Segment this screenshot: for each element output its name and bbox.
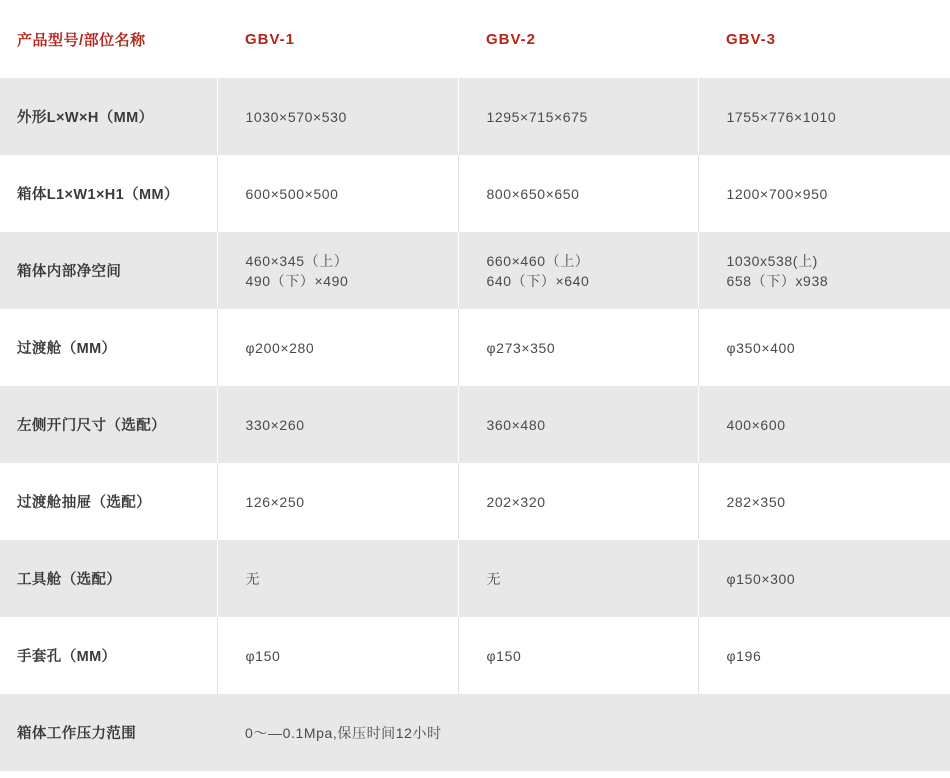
row-value-gbv-2 [458,78,698,155]
value-text-line2: 658（下）x938 [726,272,829,289]
row-value-gbv-2 [458,155,698,232]
table-row [0,232,950,309]
table-header-row [0,0,950,78]
value-text-line1: 460×345（上） [245,252,349,269]
value-text: 1030×570×530 [245,108,347,125]
value-text-line1: 1030x538(上) [726,252,818,269]
value-text: φ200×280 [245,339,315,356]
table-row [0,78,950,155]
row-value-gbv-2 [458,540,698,617]
row-label: 箱体工作压力范围 [0,694,217,771]
row-label: 左侧开门尺寸（选配） [0,386,217,463]
value-text: 126×250 [245,493,305,510]
row-value-gbv-1 [217,78,458,155]
row-value-gbv-2 [458,463,698,540]
value-text: 600×500×500 [245,185,339,202]
row-label: 箱体内部净空间 [0,232,217,309]
row-value-gbv-3 [698,78,950,155]
row-value-gbv-1 [217,386,458,463]
row-value-gbv-1 [217,540,458,617]
row-value-gbv-1 [217,155,458,232]
header-model-gbv-1: GBV-1 [217,0,458,78]
row-value-gbv-3 [698,155,950,232]
value-text: 1755×776×1010 [726,108,837,125]
value-text: φ150 [245,647,281,664]
value-text: 330×260 [245,416,305,433]
row-value-gbv-3 [698,309,950,386]
row-value-gbv-3 [698,463,950,540]
value-text: 无 [486,570,502,587]
value-text: 202×320 [486,493,546,510]
row-value-all-models: 0～—0.1Mpa,保压时间12小时 [217,694,950,771]
table-row [0,463,950,540]
row-value-gbv-3 [698,540,950,617]
row-value-gbv-2 [458,309,698,386]
row-label: 箱体L1×W1×H1（MM） [0,155,217,232]
value-text: 400×600 [726,416,786,433]
row-label: 过渡舱抽屉（选配） [0,463,217,540]
header-model-gbv-2: GBV-2 [458,0,698,78]
row-value-gbv-1 [217,617,458,694]
value-text: φ150 [486,647,522,664]
row-value-gbv-3 [698,617,950,694]
header-model-gbv-3: GBV-3 [698,0,950,78]
row-value-gbv-1 [217,463,458,540]
row-value-gbv-3 [698,386,950,463]
value-text: 800×650×650 [486,185,580,202]
row-value-gbv-3 [698,232,950,309]
row-value-gbv-2 [458,232,698,309]
value-text: φ150×300 [726,570,796,587]
header-label-cell: 产品型号/部位名称 [0,0,217,78]
row-label: 外形L×W×H（MM） [0,78,217,155]
row-value-gbv-2 [458,617,698,694]
value-text: 282×350 [726,493,786,510]
table-row [0,155,950,232]
value-text: φ350×400 [726,339,796,356]
value-text-line2: 640（下）×640 [486,272,590,289]
value-text: 1295×715×675 [486,108,588,125]
table-row [0,540,950,617]
row-label: 工具舱（选配） [0,540,217,617]
value-text: φ196 [726,647,762,664]
value-text: 无 [245,570,261,587]
table-row [0,617,950,694]
table-row [0,386,950,463]
row-value-gbv-2 [458,386,698,463]
row-label: 手套孔（MM） [0,617,217,694]
row-value-gbv-1 [217,309,458,386]
row-label: 过渡舱（MM） [0,309,217,386]
value-text-line2: 490（下）×490 [245,272,349,289]
value-text-line1: 660×460（上） [486,252,590,269]
value-text: 1200×700×950 [726,185,828,202]
table-row [0,309,950,386]
row-value-gbv-1 [217,232,458,309]
value-text: 360×480 [486,416,546,433]
table-footer-row [0,694,950,771]
value-text: φ273×350 [486,339,556,356]
